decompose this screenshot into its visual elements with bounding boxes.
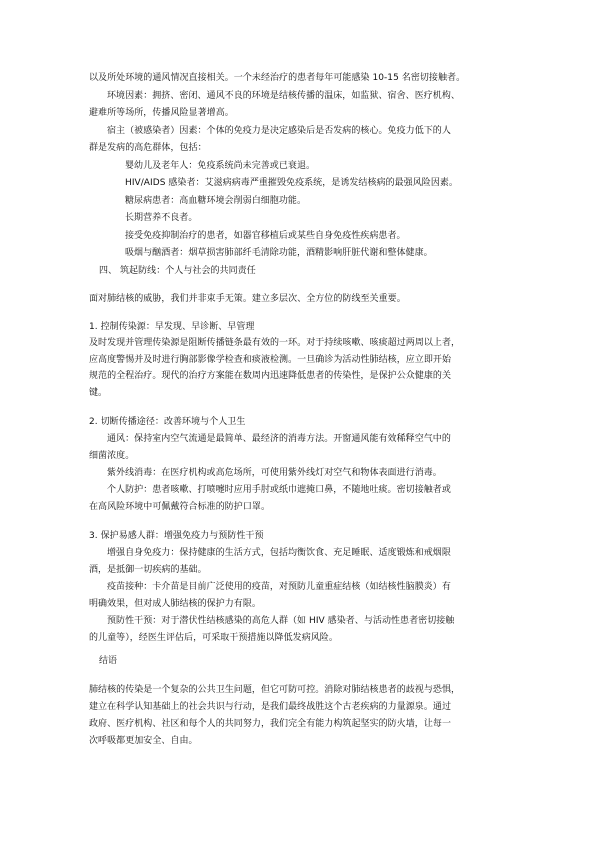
paragraph-line: 肺结核的传染是一个复杂的公共卫生问题，但它可防可控。消除对肺结核患者的歧视与恐惧， xyxy=(89,685,461,695)
paragraph-line: 预防性干预：对于潜伏性结核感染的高危人群（如 HIV 感染者、与活动性患者密切接触 xyxy=(107,616,455,626)
paragraph-line: 次呼吸都更加安全、自由。 xyxy=(89,736,198,746)
list-item: HIV/AIDS 感染者：艾滋病病毒严重摧毁免疫系统，是诱发结核病的最强风险因素。 xyxy=(125,178,458,188)
list-item: 吸烟与酗酒者：烟草损害肺部纤毛清除功能，酒精影响肝脏代谢和整体健康。 xyxy=(125,248,433,258)
section-heading: 结语 xyxy=(99,656,118,666)
paragraph-line: 在高风险环境中可佩戴符合标准的防护口罩。 xyxy=(89,502,271,512)
paragraph-line: 个人防护：患者咳嗽、打喷嚏时应用手肘或纸巾遮掩口鼻，不随地吐痰。密切接触者或 xyxy=(107,485,451,495)
list-item: 婴幼儿及老年人：免疫系统尚未完善或已衰退。 xyxy=(125,161,316,171)
paragraph-line: 的儿童等），经医生评估后，可采取干预措施以降低发病风险。 xyxy=(89,633,338,643)
paragraph-line: 宿主（被感染者）因素：个体的免疫力是决定感染后是否发病的核心。免疫力低下的人 xyxy=(107,126,451,136)
paragraph-line: 增强自身免疫力：保持健康的生活方式，包括均衡饮食、充足睡眠、适度锻炼和戒烟限 xyxy=(107,548,451,558)
paragraph-line: 通风：保持室内空气流通是最简单、最经济的消毒方法。开窗通风能有效稀释空气中的 xyxy=(107,434,451,444)
paragraph-line: 避难所等场所，传播风险显著增高。 xyxy=(89,108,234,118)
paragraph-line: 明确效果，但对成人肺结核的保护力有限。 xyxy=(89,599,261,609)
paragraph-line: 酒，是抵御一切疾病的基础。 xyxy=(89,565,207,575)
paragraph-line: 规范的全程治疗。现代的治疗方案能在数周内迅速降低患者的传染性，是保护公众健康的关 xyxy=(89,371,452,381)
paragraph-line: 疫苗接种：卡介苗是目前广泛使用的疫苗，对预防儿童重症结核（如结核性脑膜炎）有 xyxy=(107,582,451,592)
paragraph-line: 细菌浓度。 xyxy=(89,451,135,461)
paragraph-line: 键。 xyxy=(89,388,108,398)
list-item: 接受免疫抑制治疗的患者，如器官移植后或某些自身免疫性疾病患者。 xyxy=(125,231,406,241)
paragraph-line: 以及所处环境的通风情况直接相关。一个未经治疗的患者每年可能感染 10-15 名密切接触者。 xyxy=(89,73,466,83)
paragraph-line: 应高度警惕并及时进行胸部影像学检查和痰液检测。一旦确诊为活动性肺结核，应立即开始 xyxy=(89,355,452,365)
section-heading: 四、 筑起防线：个人与社会的共同责任 xyxy=(99,266,256,276)
paragraph-line: 群是发病的高危群体，包括： xyxy=(89,143,207,153)
paragraph-line: 紫外线消毒：在医疗机构或高危场所，可使用紫外线灯对空气和物体表面进行消毒。 xyxy=(107,468,442,478)
paragraph-line: 面对肺结核的威胁，我们并非束手无策。建立多层次、全方位的防线至关重要。 xyxy=(89,294,406,304)
subsection-title: 3. 保护易感人群：增强免疫力与预防性干预 xyxy=(89,531,264,541)
paragraph-line: 环境因素：拥挤、密闭、通风不良的环境是结核传播的温床，如监狱、宿舍、医疗机构、 xyxy=(107,91,460,101)
subsection-title: 2. 切断传播途径：改善环境与个人卫生 xyxy=(89,417,246,427)
paragraph-line: 政府、医疗机构、社区和每个人的共同努力，我们完全有能力构筑起坚实的防火墙，让每一 xyxy=(89,719,452,729)
list-item: 长期营养不良者。 xyxy=(125,213,198,223)
subsection-title: 1. 控制传染源：早发现、早诊断、早管理 xyxy=(89,322,255,332)
list-item: 糖尿病患者：高血糖环境会削弱白细胞功能。 xyxy=(125,196,307,206)
paragraph-line: 建立在科学认知基础上的社会共识与行动，是我们最终战胜这个古老疾病的力量源泉。通过 xyxy=(89,702,452,712)
paragraph-line: 及时发现并管理传染源是阻断传播链条最有效的一环。对于持续咳嗽、咳痰超过两周以上者， xyxy=(89,338,461,348)
